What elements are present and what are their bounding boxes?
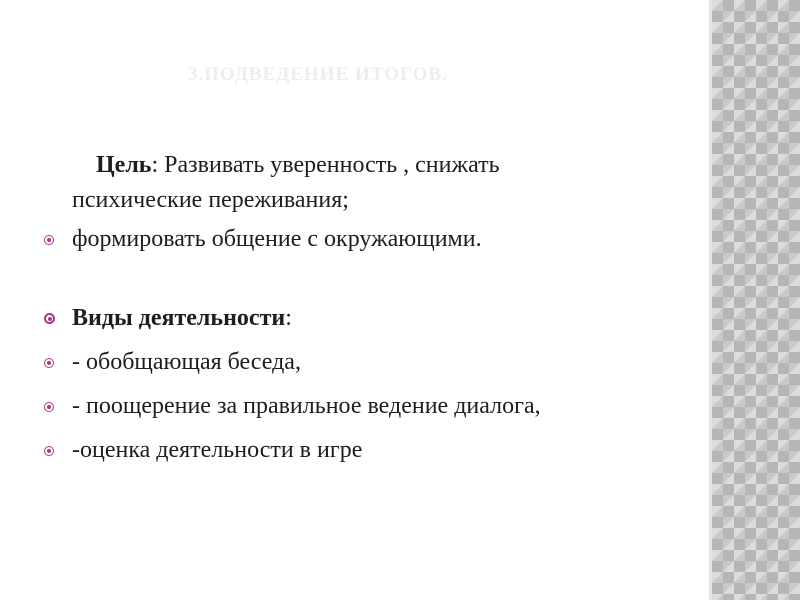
slide-title: 3.ПОДВЕДЕНИЕ ИТОГОВ. [188,64,448,85]
list-item-text: - обобщающая беседа, [72,349,301,375]
goal-paragraph [40,148,620,218]
list-item-text: -оценка деятельности в игре [72,437,363,463]
circle-bullet-icon [44,235,54,245]
circle-bullet-icon [44,402,54,412]
list-item-text: формировать общение с окружающими. [72,226,482,252]
decorative-side-pattern [712,0,800,600]
list-item [40,222,620,257]
list-item [40,345,620,380]
goal-text: : Развивать уверенность , снижать психические переживания; [72,152,500,213]
side-divider [709,0,712,600]
goal-label: Цель [96,152,152,178]
list-item [40,301,620,336]
circle-bullet-icon [44,358,54,368]
circle-bullet-icon [44,313,55,324]
activities-label: Виды деятельности [72,305,286,331]
list-item [40,433,620,468]
circle-bullet-icon [44,446,54,456]
list-item [40,389,620,424]
activities-suffix: : [285,305,292,331]
list-item-text: - поощерение за правильное ведение диалога, [72,393,541,419]
slide-body [40,148,620,477]
